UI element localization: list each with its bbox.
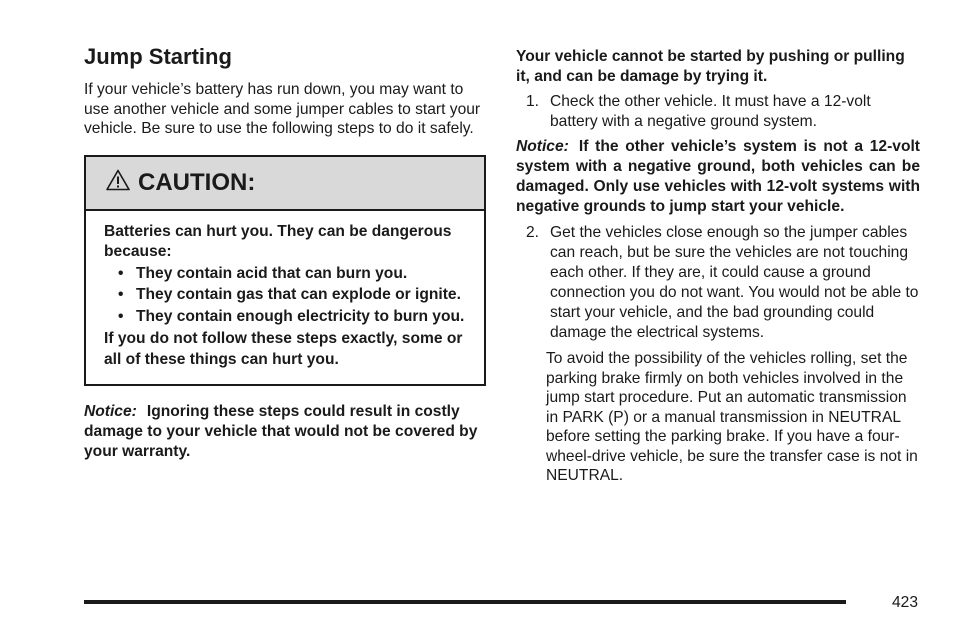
caution-title: CAUTION:: [138, 168, 256, 196]
warning-triangle-icon: [106, 169, 138, 196]
step-number: 1.: [526, 93, 540, 110]
page-number: 423: [891, 594, 918, 611]
steps-list-part1: [516, 92, 920, 132]
caution-header: [86, 157, 484, 211]
footer-rule: [84, 600, 846, 604]
notice-label: Notice:: [84, 403, 137, 420]
notice-text: If the other vehicle’s system is not a 12-volt system with a negative ground, both vehicles can be damaged. Only use vehicles with 12-volt systems with negative grounds to jump start your vehicle.: [516, 138, 920, 215]
step-item: [516, 223, 920, 343]
step-text: Check the other vehicle. It must have a 12-volt battery with a negative ground system.: [550, 93, 871, 130]
left-column: [84, 44, 486, 462]
caution-lead: Batteries can hurt you. They can be dangerous because:: [104, 222, 452, 260]
step-text: Get the vehicles close enough so the jumper cables can reach, but be sure the vehicles are not touching each other. If they are, it could cause a ground connection you do not want. You would not be able to start your vehicle, and the bad grounding could damage the electrical systems.: [550, 224, 919, 341]
caution-box: [84, 155, 486, 387]
step-number: 2.: [526, 224, 540, 241]
caution-bullet: • They contain gas that can explode or ignite.: [118, 286, 461, 303]
intro-paragraph: If your vehicle’s battery has run down, you may want to use another vehicle and some jumper cables to start your vehicle. Be sure to use the following steps to do it safely.: [84, 81, 481, 137]
left-notice: [84, 402, 486, 462]
caution-body: [86, 211, 484, 385]
caution-closing: If you do not follow these steps exactly, some or all of these things can hurt you.: [104, 330, 463, 368]
section-heading: Jump Starting: [84, 44, 232, 69]
caution-bullet-list: [104, 264, 466, 328]
notice-text: Ignoring these steps could result in costly damage to your vehicle that would not be covered by your warranty.: [84, 403, 478, 460]
step-item: [516, 92, 920, 132]
notice-label: Notice:: [516, 138, 569, 155]
caution-bullet: • They contain enough electricity to burn you.: [118, 307, 465, 325]
push-start-warning: Your vehicle cannot be started by pushing or pulling it, and can be damage by trying it.: [516, 48, 905, 85]
caution-bullet: • They contain acid that can burn you.: [118, 264, 408, 282]
parking-brake-paragraph: To avoid the possibility of the vehicles rolling, set the parking brake firmly on both vehicles involved in the jump start procedure. Put an automatic transmission in PARK (P) or a manual transmission in NEUTRAL before setting the parking brake. If you have a four-wheel-drive vehicle, be sure the transfer case is not in NEUTRAL.: [546, 350, 918, 484]
right-column: [516, 47, 920, 486]
steps-list-part2: [516, 223, 920, 343]
right-notice: [516, 137, 920, 217]
